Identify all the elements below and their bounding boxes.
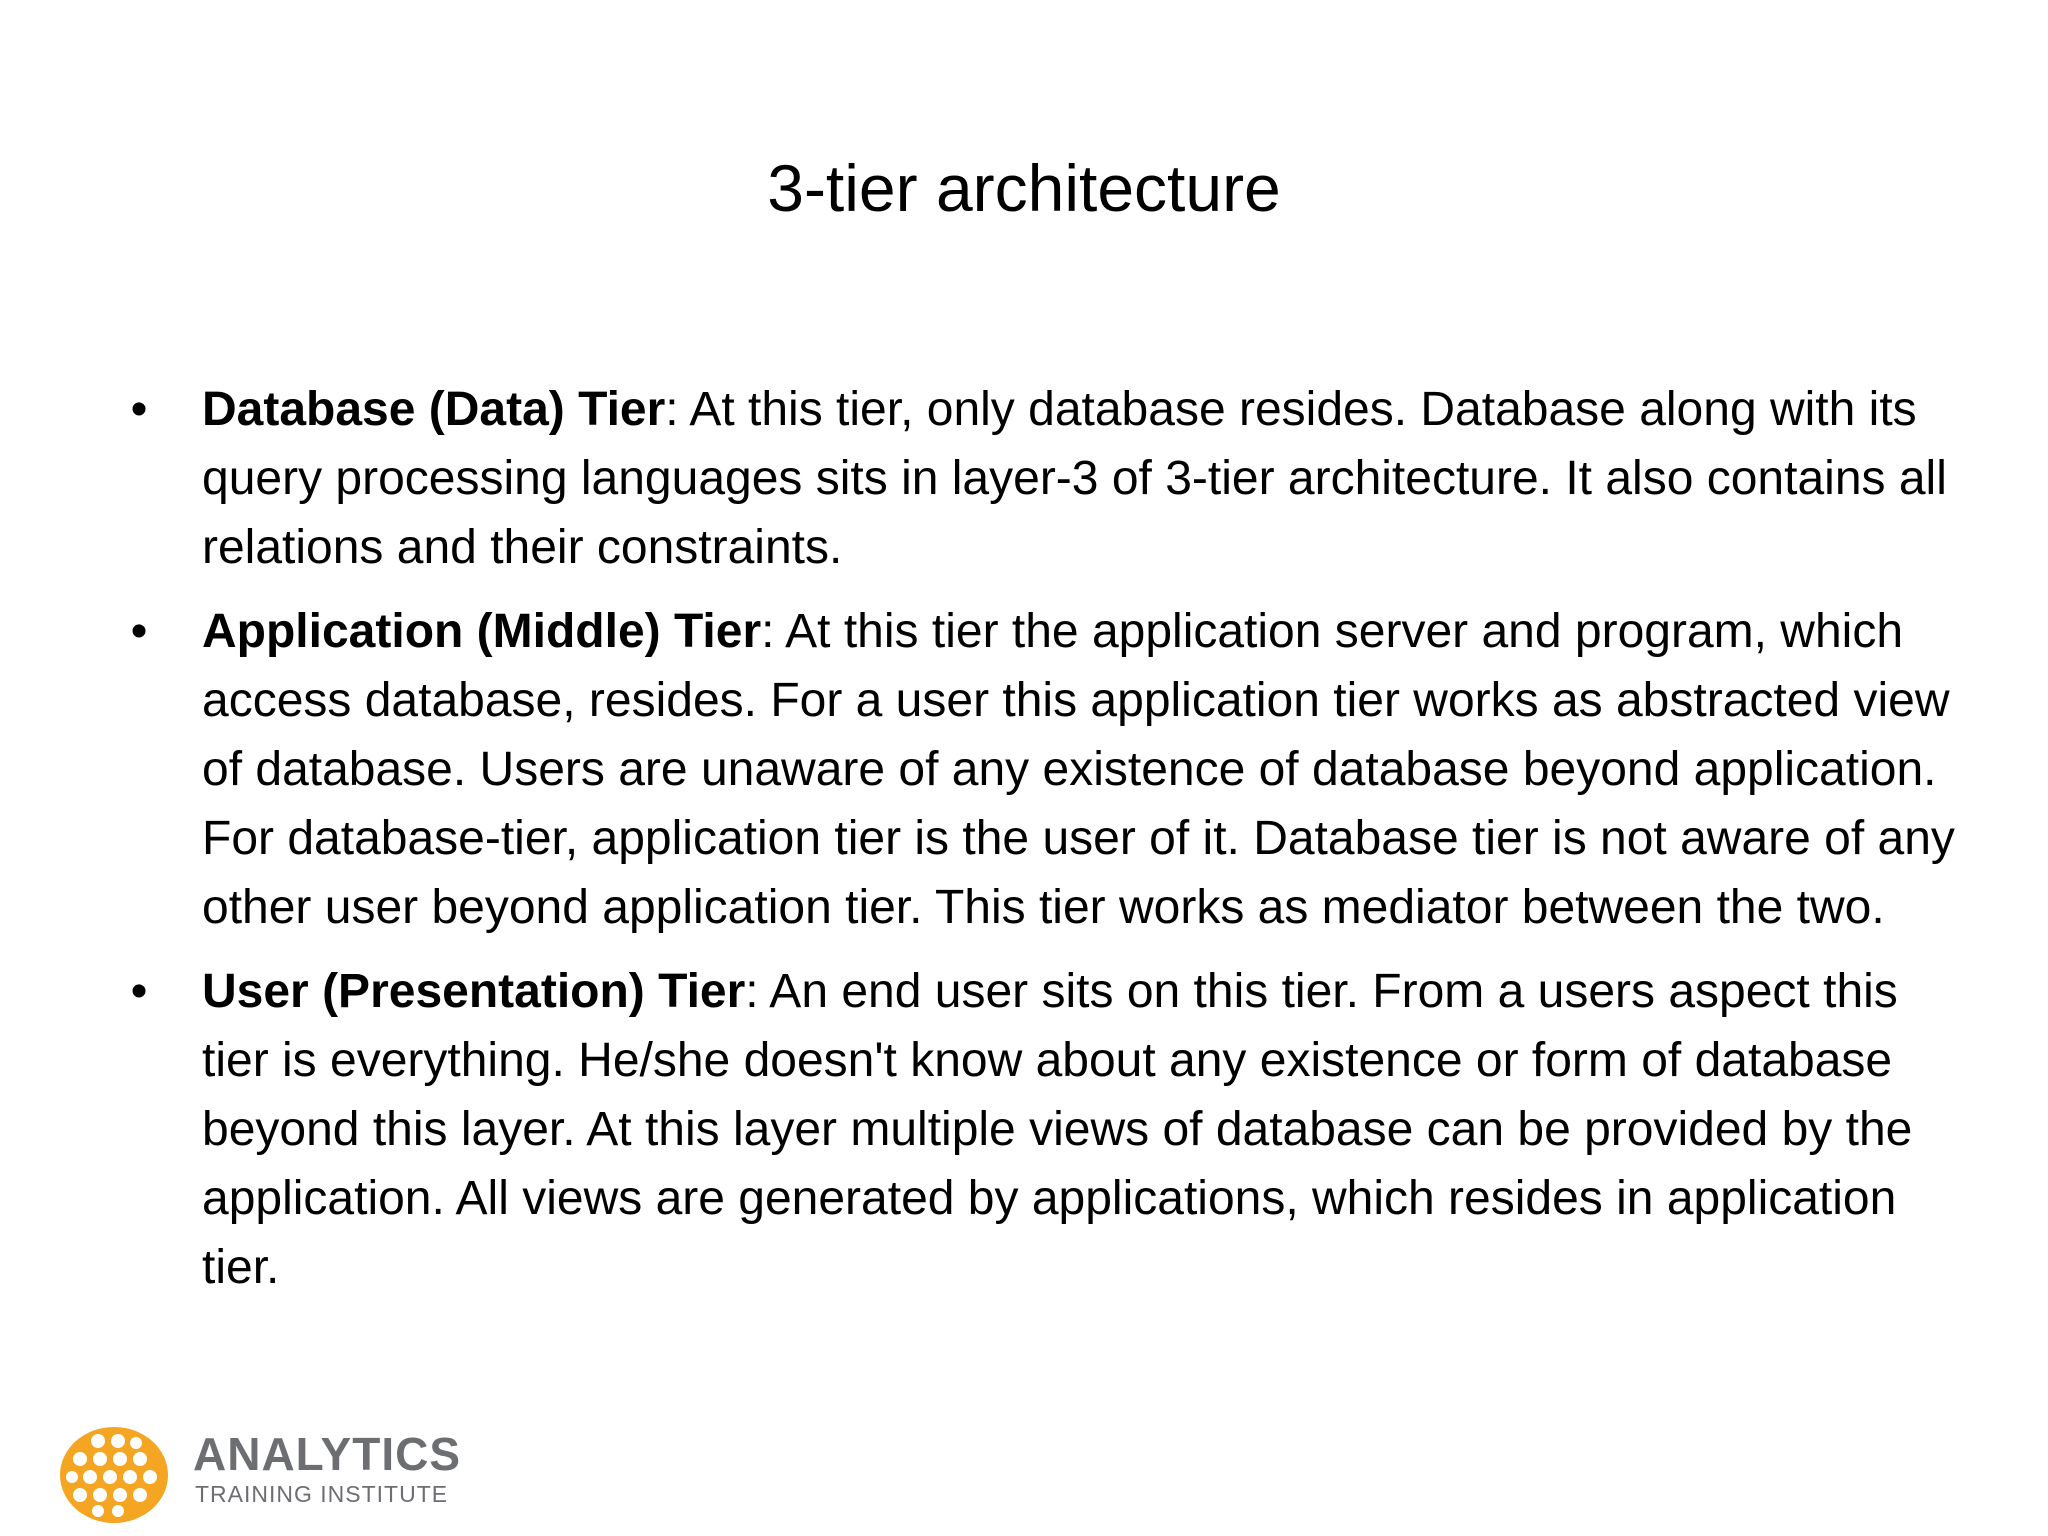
- bullet-term: User (Presentation) Tier: [202, 965, 746, 1018]
- bullet-application-tier: [130, 597, 1972, 942]
- bullet-marker: •: [130, 383, 148, 436]
- slide-title: 3-tier architecture: [767, 151, 1281, 225]
- bullet-term: Application (Middle) Tier: [202, 605, 762, 658]
- bullet-marker: •: [130, 965, 148, 1018]
- logo-subtitle: TRAINING INSTITUTE: [195, 1481, 449, 1507]
- bullet-text: : At this tier, only database resides. Database along with its query processing languages sits in layer-3 of 3-tier architecture. It also contains all relations and their constraints.: [202, 383, 1947, 574]
- bullet-list: [130, 375, 1972, 1317]
- bullet-term: Database (Data) Tier: [202, 383, 666, 436]
- bullet-marker: •: [130, 605, 148, 658]
- logo-wordmark: ANALYTICS: [193, 1428, 461, 1480]
- bullet-text: : At this tier the application server and program, which access database, resides. For a user this application tier works as abstracted view of database. Users are unaware of any existence of database beyond application. For database-tier, application tier is the user of it. Database tier is not aware of any other user beyond application tier. This tier works as mediator between the two.: [202, 605, 1955, 934]
- analytics-logo: [58, 1425, 478, 1525]
- bullet-user-tier: [130, 957, 1972, 1302]
- orange-dotted-circle-logo-icon: [58, 1425, 170, 1525]
- bullet-database-tier: [130, 375, 1972, 582]
- bullet-text: : An end user sits on this tier. From a users aspect this tier is everything. He/she doesn't know about any existence or form of database beyond this layer. At this layer multiple views of database can be provided by the application. All views are generated by applications, which resides in application tier.: [202, 965, 1913, 1294]
